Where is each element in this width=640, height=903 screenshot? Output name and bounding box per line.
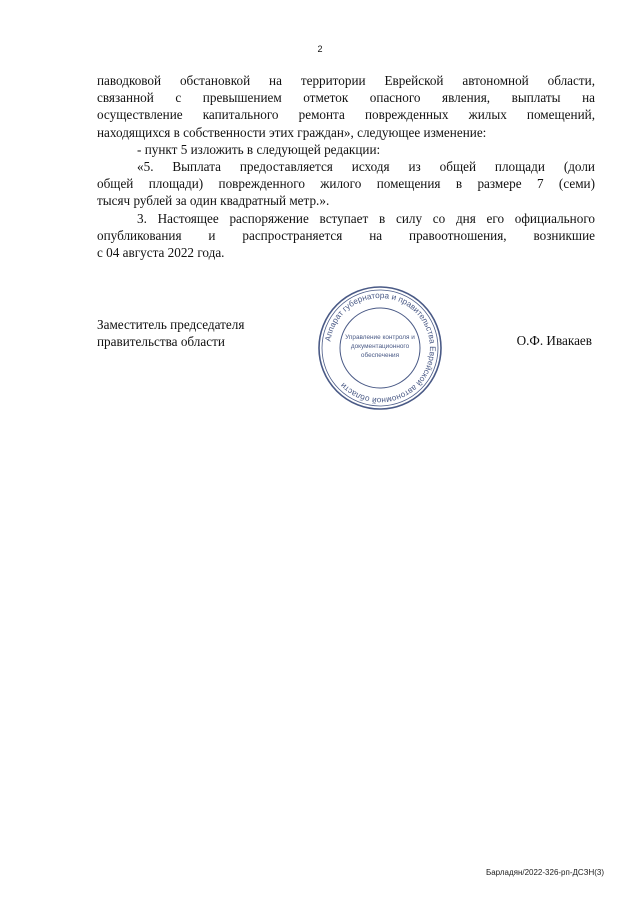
page-number: 2 <box>317 44 323 54</box>
text-line: тысяч рублей за один квадратный метр.». <box>97 193 330 209</box>
text-line: с 04 августа 2022 года. <box>97 245 225 261</box>
stamp-inner-text: документационного <box>350 343 410 350</box>
position-line: правительства области <box>97 334 225 350</box>
stamp-outer-text: Аппарат губернатора и правительства Еврейской автономной области <box>323 290 438 406</box>
position-line: Заместитель председателя <box>97 317 245 332</box>
text-line: общей площади) поврежденного жилого помещения в размере 7 (семи) <box>97 176 595 192</box>
document-code: Барладян/2022-326-рп-ДСЗН(3) <box>485 868 604 877</box>
quoted-point5 <box>97 158 595 210</box>
signatory-position <box>97 316 244 350</box>
text-line: 3. Настоящее распоряжение вступает в силу со дня его официального <box>137 210 595 226</box>
text-line: паводковой обстановкой на территории Еврейской автономной области, <box>97 73 595 88</box>
text-line: «5. Выплата предоставляется исходя из общей площади (доли <box>137 159 595 175</box>
text-line: связанной с превышением отметок опасного явления, выплаты на <box>97 90 595 106</box>
text-line: осуществление капитального ремонта поврежденных жилых помещений, <box>97 107 595 123</box>
stamp-inner-text: Управление контроля и <box>345 334 415 341</box>
signatory-name: О.Ф. Ивакаев <box>516 333 592 348</box>
list-item-point5: - пункт 5 изложить в следующей редакции: <box>137 141 381 157</box>
text-line: опубликования и распространяется на правоотношения, возникшие <box>97 227 595 243</box>
official-seal-stamp <box>315 283 445 413</box>
document-body <box>97 72 595 261</box>
paragraph-continuation <box>97 72 595 141</box>
paragraph-3 <box>97 210 595 262</box>
text-line: находящихся в собственности этих граждан», следующее изменение: <box>97 124 487 140</box>
stamp-inner-text: обеспечения <box>360 352 400 359</box>
